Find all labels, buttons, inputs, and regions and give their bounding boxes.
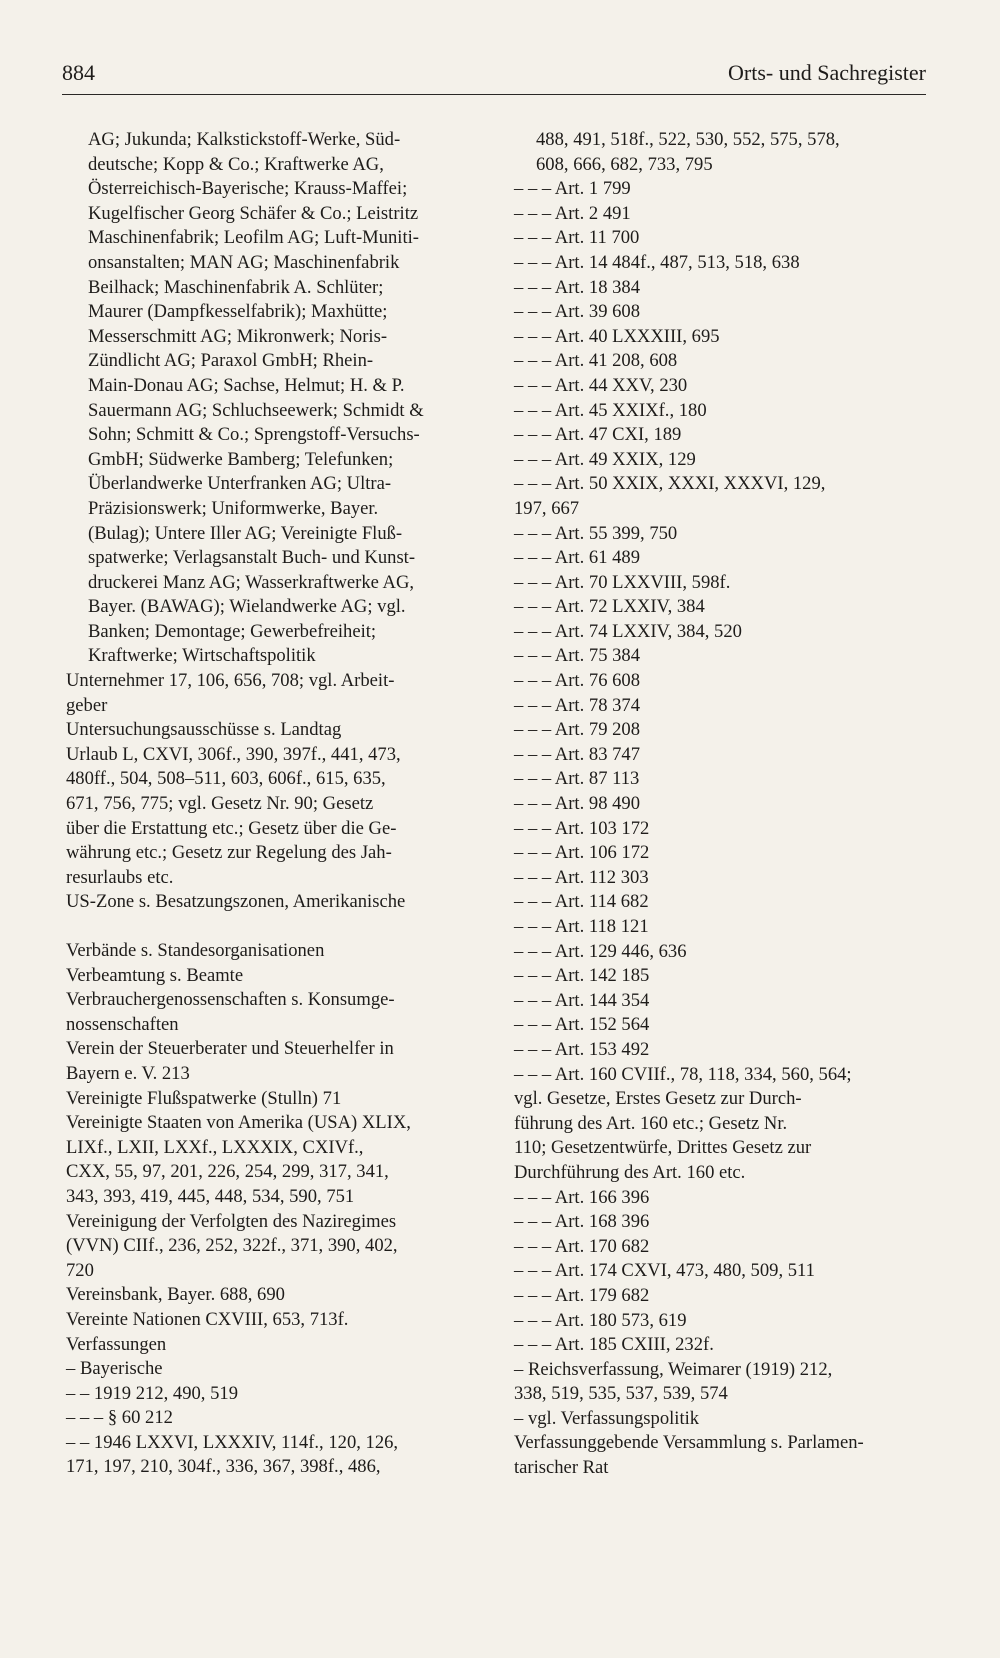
index-entry: [66, 1333, 486, 1358]
index-entry-line: – – – Art. 18 384: [514, 276, 641, 298]
index-entry-line: 197, 667: [514, 497, 580, 519]
index-entry-line: Verbeamtung s. Beamte: [66, 964, 244, 986]
index-entry: [514, 325, 934, 350]
index-entry: [514, 940, 934, 965]
index-entry: [514, 300, 934, 325]
index-entry-line: – – – Art. 70 LXXVIII, 598f.: [514, 571, 731, 593]
index-entry-line: – – – Art. 61 489: [514, 547, 641, 569]
index-entry-line: Kugelfischer Georg Schäfer & Co.; Leistritz: [88, 202, 419, 224]
index-entry: [514, 866, 934, 891]
index-entry-line: Vereinte Nationen CXVIII, 653, 713f.: [66, 1308, 349, 1330]
index-entry-line: deutsche; Kopp & Co.; Kraftwerke AG,: [88, 153, 384, 175]
index-entry: [514, 399, 934, 424]
index-entry-line: – – – Art. 47 CXI, 189: [514, 424, 682, 446]
index-entry-line: – – – Art. 153 492: [514, 1038, 650, 1060]
index-entry: [514, 202, 934, 227]
index-entry-continuation: [66, 128, 486, 669]
index-entry-line: – – – Art. 14 484f., 487, 513, 518, 638: [514, 251, 800, 273]
index-entry: [514, 767, 934, 792]
index-entry: [514, 226, 934, 251]
index-entry-line: 720: [66, 1259, 94, 1281]
index-entry-line: Vereinsbank, Bayer. 688, 690: [66, 1284, 285, 1306]
index-entry-line: tarischer Rat: [514, 1457, 609, 1479]
index-entry: [514, 1259, 934, 1284]
index-entry-line: Vereinigung der Verfolgten des Naziregimes: [66, 1210, 397, 1232]
index-entry-line: – – – Art. 170 682: [514, 1235, 650, 1257]
index-entry: [66, 1210, 486, 1284]
index-entry: [514, 1431, 934, 1480]
index-entry-line: Banken; Demontage; Gewerbefreiheit;: [88, 620, 377, 642]
index-entry: [66, 939, 486, 964]
index-entry-line: Kraftwerke; Wirtschaftspolitik: [88, 645, 316, 667]
index-entry-line: (Bulag); Untere Iller AG; Vereinigte Fluß-: [88, 522, 403, 544]
index-entry: [66, 964, 486, 989]
index-entry-line: – – – Art. 144 354: [514, 989, 650, 1011]
index-entry-line: druckerei Manz AG; Wasserkraftwerke AG,: [88, 571, 415, 593]
index-entry-line: Maurer (Dampfkesselfabrik); Maxhütte;: [88, 301, 388, 323]
index-entry-line: 488, 491, 518f., 522, 530, 552, 575, 578,: [536, 129, 840, 150]
index-entry: [514, 817, 934, 842]
index-entry: [514, 694, 934, 719]
index-entry-line: – – – Art. 168 396: [514, 1211, 650, 1233]
index-entry: [66, 1382, 486, 1407]
index-entry: [514, 522, 934, 547]
index-entry-line: – – – Art. 98 490: [514, 793, 641, 815]
index-entry-line: Vereinigte Flußspatwerke (Stulln) 71: [66, 1087, 342, 1109]
index-entry-line: Bayern e. V. 213: [66, 1062, 190, 1084]
index-entry-line: – – – Art. 152 564: [514, 1014, 650, 1036]
index-entry: [514, 448, 934, 473]
index-entry-line: – – – Art. 106 172: [514, 842, 650, 864]
index-entry-line: Verfassungen: [66, 1333, 167, 1355]
index-entry-line: – – – Art. 112 303: [514, 866, 649, 888]
page-header: [62, 58, 926, 95]
index-entry-line: – – – Art. 1 799: [514, 178, 631, 200]
index-entry-line: Überlandwerke Unterfranken AG; Ultra-: [88, 473, 392, 495]
index-entry: [514, 644, 934, 669]
index-entry-line: – – – Art. 179 682: [514, 1284, 650, 1306]
index-entry: [514, 1309, 934, 1334]
index-entry: [66, 1308, 486, 1333]
index-entry-line: Österreichisch-Bayerische; Krauss-Maffei;: [88, 178, 408, 200]
index-entry-line: Sauermann AG; Schluchseewerk; Schmidt &: [88, 399, 424, 421]
index-entry-line: währung etc.; Gesetz zur Regelung des Jah-: [66, 842, 392, 864]
index-entry-line: – – – Art. 72 LXXIV, 384: [514, 596, 705, 618]
index-entry-line: – – – Art. 160 CVIIf., 78, 118, 334, 560, 564;: [514, 1063, 852, 1085]
index-entry-line: – – – Art. 50 XXIX, XXXI, XXXVI, 129,: [514, 473, 826, 495]
index-entry-line: Verfassunggebende Versammlung s. Parlamen-: [514, 1432, 864, 1454]
index-entry-line: – – – Art. 49 XXIX, 129: [514, 448, 696, 470]
index-entry-line: geber: [66, 694, 108, 716]
index-entry: [514, 1013, 934, 1038]
index-entry: [66, 1111, 486, 1209]
index-entry-line: – – – Art. 185 CXIII, 232f.: [514, 1334, 714, 1356]
index-entry-line: Verbände s. Standesorganisationen: [66, 940, 325, 961]
index-column-right: [514, 128, 934, 1481]
index-entry-line: – – – Art. 41 208, 608: [514, 350, 678, 372]
index-entry-line: resurlaubs etc.: [66, 866, 174, 888]
index-entry: [514, 841, 934, 866]
index-entry-line: Urlaub L, CXVI, 306f., 390, 397f., 441, 473,: [66, 743, 401, 765]
index-entry: [66, 890, 486, 915]
index-entry: [514, 177, 934, 202]
index-entry-line: 338, 519, 535, 537, 539, 574: [514, 1383, 728, 1405]
index-entry-line: – – – Art. 2 491: [514, 202, 631, 224]
index-entry: [514, 890, 934, 915]
index-entry-line: Beilhack; Maschinenfabrik A. Schlüter;: [88, 276, 384, 298]
index-entry-line: – – – Art. 87 113: [514, 768, 640, 790]
index-entry-line: Main-Donau AG; Sachse, Helmut; H. & P.: [88, 374, 405, 396]
index-entry-line: Messerschmitt AG; Mikronwerk; Noris-: [88, 325, 388, 347]
index-entry-line: – – – Art. 55 399, 750: [514, 522, 678, 544]
index-entry-line: 343, 393, 419, 445, 448, 534, 590, 751: [66, 1185, 355, 1207]
index-entry: [66, 988, 486, 1037]
index-entry-line: Verein der Steuerberater und Steuerhelfer in: [66, 1038, 394, 1060]
index-entry: [514, 915, 934, 940]
index-entry: [514, 1235, 934, 1260]
index-entry-line: – – – Art. 118 121: [514, 916, 649, 937]
index-entry: [514, 1186, 934, 1211]
index-entry: [66, 669, 486, 718]
index-entry: [514, 669, 934, 694]
index-entry: [514, 374, 934, 399]
index-entry-line: – – – Art. 180 573, 619: [514, 1309, 687, 1331]
index-entry-line: – vgl. Verfassungspolitik: [514, 1407, 700, 1429]
index-entry: [66, 718, 486, 743]
index-entry-line: Untersuchungsausschüsse s. Landtag: [66, 719, 342, 741]
index-entry-line: – – – Art. 142 185: [514, 965, 650, 987]
index-entry-line: Bayer. (BAWAG); Wielandwerke AG; vgl.: [88, 596, 406, 618]
index-entry: [514, 571, 934, 596]
index-entry-line: spatwerke; Verlagsanstalt Buch- und Kunst-: [88, 547, 416, 569]
index-entry-line: Vereinigte Staaten von Amerika (USA) XLIX,: [66, 1112, 411, 1134]
index-entry-line: – – – Art. 166 396: [514, 1186, 650, 1208]
index-entry-line: CXX, 55, 97, 201, 226, 254, 299, 317, 341,: [66, 1161, 389, 1183]
index-entry-line: – – – Art. 11 700: [514, 227, 640, 249]
index-entry: [514, 595, 934, 620]
index-entry-line: – – – § 60 212: [66, 1407, 173, 1429]
index-entry-line: Verbrauchergenossenschaften s. Konsumge-: [66, 989, 395, 1011]
index-entry-line: – – – Art. 44 XXV, 230: [514, 374, 688, 396]
index-entry-line: nossenschaften: [66, 1013, 179, 1035]
index-entry: [66, 1357, 486, 1382]
index-entry: [66, 743, 486, 891]
index-entry-line: vgl. Gesetze, Erstes Gesetz zur Durch-: [514, 1088, 802, 1110]
index-entry-line: LIXf., LXII, LXXf., LXXXIX, CXIVf.,: [66, 1136, 364, 1158]
running-head: Orts- und Sachregister: [728, 60, 926, 85]
index-entry-line: – – 1919 212, 490, 519: [66, 1382, 238, 1404]
index-entry-line: – – – Art. 83 747: [514, 743, 641, 765]
index-entry: [514, 1210, 934, 1235]
index-entry-line: – Bayerische: [66, 1358, 163, 1380]
index-entry-line: 110; Gesetzentwürfe, Drittes Gesetz zur: [514, 1137, 812, 1159]
entry-gap: [66, 915, 486, 939]
index-entry: [514, 276, 934, 301]
index-entry: [514, 989, 934, 1014]
index-entry-line: AG; Jukunda; Kalkstickstoff-Werke, Süd-: [88, 129, 401, 150]
index-entry-line: – – – Art. 75 384: [514, 645, 641, 667]
index-entry-line: – – – Art. 76 608: [514, 670, 641, 692]
index-entry-line: führung des Art. 160 etc.; Gesetz Nr.: [514, 1112, 788, 1134]
index-entry: [514, 1284, 934, 1309]
index-entry-line: – – – Art. 114 682: [514, 891, 649, 913]
index-entry: [514, 620, 934, 645]
index-entry-line: – – 1946 LXXVI, LXXXIV, 114f., 120, 126,: [66, 1431, 399, 1453]
index-entry: [514, 472, 934, 521]
index-entry-line: – – – Art. 40 LXXXIII, 695: [514, 325, 720, 347]
index-entry-line: – – – Art. 74 LXXIV, 384, 520: [514, 620, 742, 642]
index-entry: [66, 1283, 486, 1308]
index-entry-line: GmbH; Südwerke Bamberg; Telefunken;: [88, 448, 394, 470]
index-entry: [66, 1431, 486, 1480]
index-entry: [514, 251, 934, 276]
index-entry-line: über die Erstattung etc.; Gesetz über die Ge-: [66, 817, 397, 839]
index-entry: [514, 718, 934, 743]
index-entry-line: 608, 666, 682, 733, 795: [536, 153, 713, 175]
index-entry-line: – – – Art. 78 374: [514, 694, 641, 716]
index-entry: [514, 1333, 934, 1358]
index-entry-continuation: [514, 128, 934, 177]
index-entry: [514, 1063, 934, 1186]
index-entry: [514, 743, 934, 768]
index-entry: [66, 1406, 486, 1431]
page-number: 884: [62, 60, 95, 85]
index-entry-line: Durchführung des Art. 160 etc.: [514, 1161, 746, 1183]
index-entry-line: US-Zone s. Besatzungszonen, Amerikanische: [66, 891, 406, 913]
index-entry-line: 171, 197, 210, 304f., 336, 367, 398f., 486,: [66, 1456, 381, 1478]
index-entry: [514, 423, 934, 448]
index-entry-line: Maschinenfabrik; Leofilm AG; Luft-Muniti-: [88, 227, 420, 249]
index-entry-line: – Reichsverfassung, Weimarer (1919) 212,: [514, 1358, 833, 1380]
index-entry: [514, 964, 934, 989]
index-entry-line: – – – Art. 45 XXIXf., 180: [514, 399, 707, 421]
index-entry-line: Zündlicht AG; Paraxol GmbH; Rhein-: [88, 350, 374, 372]
index-entry-line: 480ff., 504, 508–511, 603, 606f., 615, 635,: [66, 768, 386, 790]
index-entry: [66, 1037, 486, 1086]
index-entry-line: Präzisionswerk; Uniformwerke, Bayer.: [88, 497, 379, 519]
index-entry: [66, 1087, 486, 1112]
index-entry-line: Unternehmer 17, 106, 656, 708; vgl. Arbeit-: [66, 670, 395, 692]
index-entry-line: Sohn; Schmitt & Co.; Sprengstoff-Versuchs-: [88, 424, 420, 446]
index-entry-line: – – – Art. 103 172: [514, 817, 650, 839]
index-entry-line: – – – Art. 129 446, 636: [514, 940, 687, 962]
index-entry: [514, 1038, 934, 1063]
index-entry-line: – – – Art. 174 CXVI, 473, 480, 509, 511: [514, 1260, 815, 1282]
index-entry-line: 671, 756, 775; vgl. Gesetz Nr. 90; Gesetz: [66, 793, 374, 815]
index-entry: [514, 546, 934, 571]
index-entry-line: (VVN) CIIf., 236, 252, 322f., 371, 390, 402,: [66, 1235, 398, 1257]
index-entry-line: – – – Art. 39 608: [514, 301, 641, 323]
index-column-left: [66, 128, 486, 1480]
index-entry: [514, 1358, 934, 1407]
index-entry: [514, 349, 934, 374]
index-entry-line: – – – Art. 79 208: [514, 719, 641, 741]
index-entry: [514, 1407, 934, 1432]
index-entry: [514, 792, 934, 817]
index-entry-line: onsanstalten; MAN AG; Maschinenfabrik: [88, 251, 400, 273]
